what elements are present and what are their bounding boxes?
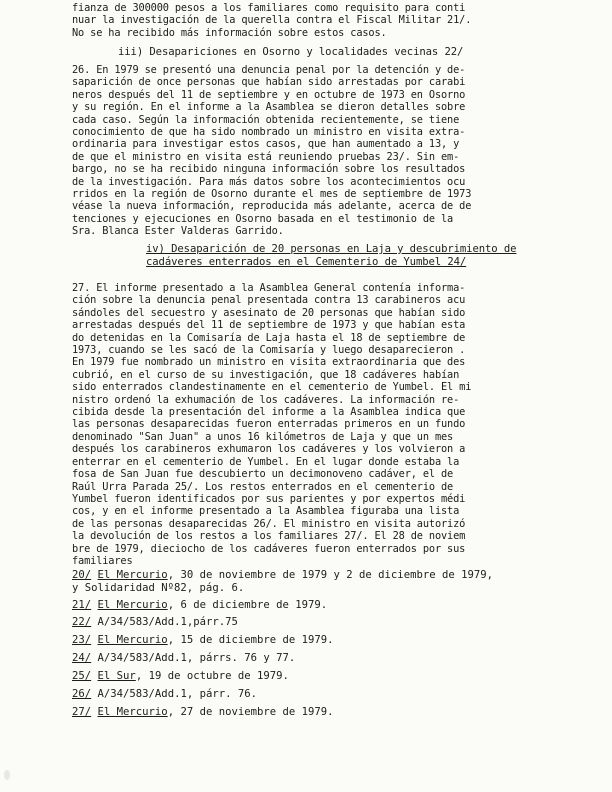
text-line: ción sobre la denuncia penal presentada contra 13 carabineros acu bbox=[72, 294, 466, 307]
footnote-25 bbox=[72, 670, 289, 683]
text-line: bargo, no se ha recibido ninguna información sobre los resultados bbox=[72, 163, 466, 176]
footnote-source: El Mercurio bbox=[97, 706, 168, 718]
text-line: tenciones y ejecuciones en Osorno basada en el testimonio de la bbox=[72, 212, 454, 225]
text-line: Yumbel fueron identificados por sus parientes y por expertos médi bbox=[72, 492, 466, 505]
text-line: fianza de 300000 pesos a los familiares como requisito para conti bbox=[72, 2, 466, 14]
section-iv-heading-line2: cadáveres enterrados en el Cementerio de Yumbel 24/ bbox=[146, 256, 467, 268]
footnote-number: 24/ bbox=[72, 652, 92, 664]
text-line: las personas desaparecidas fueron enterradas primeros en un fundo bbox=[72, 418, 466, 431]
text-line: do detenidas en la Comisaría de Laja hasta el 18 de septiembre de bbox=[72, 331, 466, 344]
footnote-number: 25/ bbox=[72, 670, 92, 682]
section-iii-heading: iii) Desapariciones en Osorno y localidades vecinas 22/ bbox=[118, 46, 464, 58]
text-line: la devolución de los restos a los familiares 27/. El 28 de noviem bbox=[72, 530, 466, 543]
footnote-text: , 6 de diciembre de 1979. bbox=[167, 599, 328, 611]
text-line: nuar la investigación de la querella contra el Fiscal Militar 21/. bbox=[72, 14, 472, 27]
text-line: conocimiento de que ha sido nombrado un ministro en visita extra- bbox=[72, 126, 466, 139]
text-line: 26. En 1979 se presentó una denuncia penal por la detención y de- bbox=[72, 64, 466, 76]
footnote-text: , 30 de noviembre de 1979 y 2 de diciembre de 1979, bbox=[167, 569, 493, 581]
text-line: sándoles del secuestro y asesinato de 20 personas que habían sido bbox=[72, 306, 466, 319]
footnote-20-continuation: y Solidaridad Nº82, pág. 6. bbox=[72, 582, 245, 594]
text-line: fosa de San Juan fue descubierto un decimonoveno cadáver, el de bbox=[72, 468, 454, 481]
paragraph-26 bbox=[72, 64, 560, 238]
footnote-text: , 15 de diciembre de 1979. bbox=[167, 634, 334, 646]
footnote-source: El Mercurio bbox=[97, 599, 168, 611]
text-line: Raúl Urra Parada 25/. Los restos enterrados en el cementerio de bbox=[72, 480, 454, 493]
text-line: enterrar en el cementerio de Yumbel. En el lugar donde estaba la bbox=[72, 455, 460, 468]
footnote-source: El Mercurio bbox=[97, 634, 168, 646]
text-line: ordinaria para investigar estos casos, que han aumentado a 13, y bbox=[72, 138, 460, 151]
text-line: de la investigación. Para más datos sobre los acontecimientos ocu bbox=[72, 175, 466, 188]
text-line: familiares bbox=[72, 554, 133, 567]
text-line: arrestadas después del 11 de septiembre de 1973 y que habían esta bbox=[72, 319, 466, 332]
text-line: cibida desde la presentación del informe a la Asamblea indica que bbox=[72, 406, 466, 419]
footnote-source: El Sur bbox=[97, 670, 136, 682]
footnote-number: 21/ bbox=[72, 599, 92, 611]
scan-artifact bbox=[4, 770, 10, 780]
text-line: neros después del 11 de septiembre y en octubre de 1973 en Osorno bbox=[72, 88, 466, 101]
footnote-number: 27/ bbox=[72, 706, 92, 718]
text-line: bre de 1979, dieciocho de los cadáveres fueron enterrados por sus bbox=[72, 542, 466, 555]
text-line: denominado "San Juan" a unos 16 kilómetros de Laja y que un mes bbox=[72, 430, 454, 443]
footnote-number: 23/ bbox=[72, 634, 92, 646]
text-line: Sra. Blanca Ester Valderas Garrido. bbox=[72, 225, 284, 238]
text-line: 1973, cuando se les sacó de la Comisaría y luego desaparecieron . bbox=[72, 344, 466, 357]
footnote-20 bbox=[72, 569, 493, 582]
text-line: No se ha recibido más información sobre estos casos. bbox=[72, 26, 387, 39]
footnote-text: , 19 de octubre de 1979. bbox=[135, 670, 289, 682]
text-line: sido enterrados clandestinamente en el cementerio de Yumbel. El mi bbox=[72, 381, 472, 394]
footnote-text: , 27 de noviembre de 1979. bbox=[167, 706, 334, 718]
text-line: cubrió, en el curso de su investigación, que 18 cadáveres habían bbox=[72, 368, 460, 381]
footnote-24 bbox=[72, 652, 295, 665]
section-iv-heading-line1: iv) Desaparición de 20 personas en Laja y descubrimiento de bbox=[146, 243, 517, 255]
footnote-number: 20/ bbox=[72, 569, 92, 581]
text-line: de que el ministro en visita está reuniendo pruebas 23/. Sin em- bbox=[72, 150, 460, 163]
footnote-23 bbox=[72, 634, 334, 647]
text-line: después los carabineros exhumaron los cadáveres y los volvieron a bbox=[72, 443, 466, 456]
paragraph-27 bbox=[72, 282, 560, 567]
text-line: saparición de once personas que habían sido arrestadas por carabi bbox=[72, 76, 466, 89]
footnote-source: El Mercurio bbox=[97, 569, 168, 581]
text-line: En 1979 fue nombrado un ministro en visita extraordinaria que des bbox=[72, 356, 466, 369]
text-line: véase la nueva información, reproducida más adelante, acerca de de bbox=[72, 200, 472, 213]
text-line: 27. El informe presentado a la Asamblea General contenía informa- bbox=[72, 282, 466, 294]
continuation-paragraph bbox=[72, 2, 560, 39]
footnote-text: A/34/583/Add.1, párrs. 76 y 77. bbox=[97, 652, 296, 664]
text-line: nistro ordenó la exhumación de los cadáveres. La información re- bbox=[72, 393, 460, 406]
text-line: cada caso. Según la información obtenida recientemente, se tiene bbox=[72, 113, 460, 126]
footnote-text: A/34/583/Add.1,párr.75 bbox=[97, 616, 238, 628]
footnote-26 bbox=[72, 688, 257, 701]
text-line: cos, y en el informe presentado a la Asamblea figuraba una lista bbox=[72, 505, 460, 518]
footnote-text: A/34/583/Add.1, párr. 76. bbox=[97, 688, 257, 700]
text-line: y su región. En el informe a la Asamblea se dieron detalles sobre bbox=[72, 101, 466, 114]
text-line: de las personas desaparecidas 26/. El ministro en visita autorizó bbox=[72, 517, 466, 530]
footnote-27 bbox=[72, 706, 334, 719]
footnote-22 bbox=[72, 616, 238, 629]
text-line: rridos en la región de Osorno durante el mes de septiembre de 1973 bbox=[72, 188, 472, 201]
footnote-number: 22/ bbox=[72, 616, 92, 628]
footnote-number: 26/ bbox=[72, 688, 92, 700]
footnote-21 bbox=[72, 599, 327, 612]
